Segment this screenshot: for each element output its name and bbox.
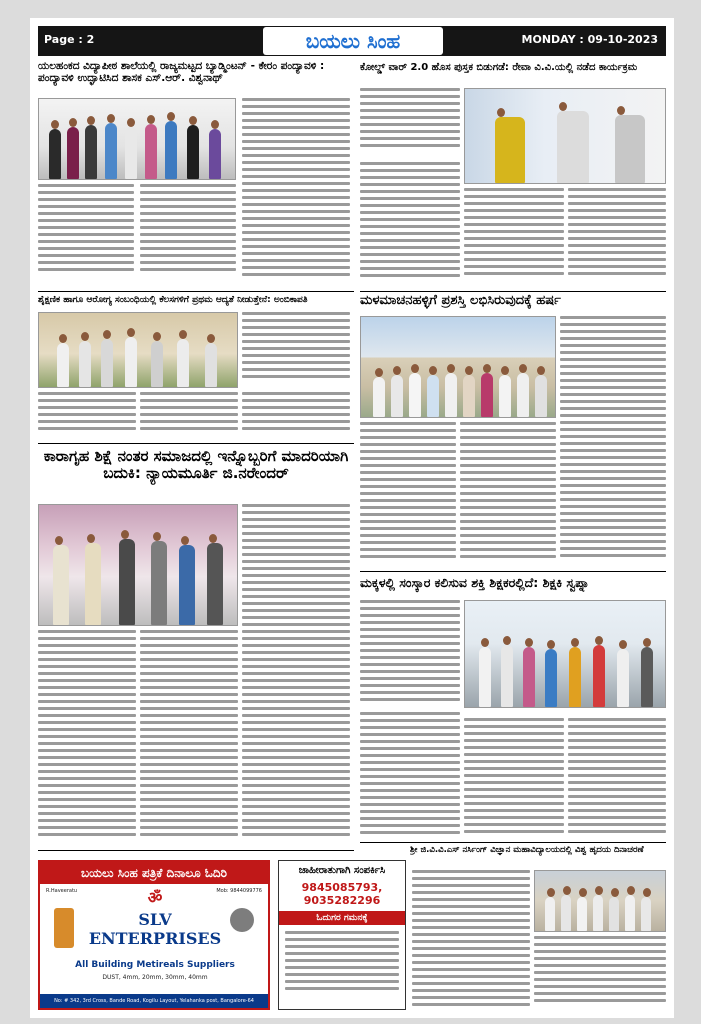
- divider: [360, 571, 666, 572]
- article-7-photo: [534, 870, 666, 932]
- ad-phone-2: 9035282296: [303, 894, 381, 907]
- newspaper-title: ಬಯಲು ಸಿಂಹ: [263, 27, 443, 55]
- article-2-body-text: [360, 162, 460, 288]
- article-3-body-text-2: [140, 392, 238, 440]
- ad-business-name: SLV ENTERPRISES: [88, 910, 222, 948]
- truck-icon: [54, 908, 74, 948]
- article-4-photo: [360, 316, 556, 418]
- article-2-headline: ಕೋಲ್ಡ್ ವಾರ್ 2.0 ಹೊಸ ಪುಸ್ತಕ ಬಿಡುಗಡೆ: ರೇವಾ ವಿ.ವಿ.ಯಲ್ಲಿ ನಡೆದ ಕಾರ್ಯಕ್ರಮ: [360, 62, 638, 73]
- ad-contact-header: ಜಾಹೀರಾತುಗಾಗಿ ಸಂಪರ್ಕಿಸಿ: [298, 865, 386, 876]
- readers-notice-text: [285, 931, 399, 1003]
- article-7-column-text-2: [534, 936, 666, 1010]
- article-3-body-text-1: [38, 392, 136, 440]
- divider: [38, 850, 354, 851]
- article-6-column-text-3: [568, 718, 666, 840]
- page-number: Page : 2: [44, 33, 95, 46]
- divider: [360, 291, 666, 292]
- divider: [38, 291, 354, 292]
- article-4-headline: ಮಳಮಾಚನಹಳ್ಳಿಗೆ ಪ್ರಶಸ್ತಿ ಲಭಿಸಿರುವುದಕ್ಕೆ ಹರ್ಷ: [360, 294, 561, 308]
- article-2-column-text-3: [568, 188, 666, 288]
- article-7-headline: ಶ್ರೀ ಜಿ.ವಿ.ವಿ.ಎಸ್ ನರ್ಸಿಂಗ್ ವಿಜ್ಞಾನ ಮಹಾವಿದ್ಯಾಲಯದಲ್ಲಿ ವಿಶ್ವ ಹೃದಯ ದಿನಾಚರಣೆ: [410, 846, 644, 855]
- slv-enterprises-ad: [38, 860, 270, 1010]
- article-6-column-text-2: [464, 718, 564, 840]
- article-4-column-text-1: [360, 422, 456, 568]
- ad-address: No: # 342, 3rd Cross, Bande Road, Kogilu Layout, Yelahanka post, Bangalore-64: [40, 994, 268, 1008]
- om-symbol-icon: ॐ: [147, 888, 163, 907]
- article-3-body-text-3: [242, 392, 350, 440]
- ad-tagline: All Building Metireals Suppliers: [75, 960, 235, 970]
- article-1-caption-text: [38, 184, 134, 288]
- article-5-column-text-3: [242, 504, 350, 844]
- ad-banner-header: ಬಯಲು ಸಿಂಹ ಪತ್ರಿಕೆ ದಿನಾಲೂ ಓದಿರಿ: [40, 862, 268, 884]
- masthead: [38, 26, 666, 56]
- article-1-photo: [38, 98, 236, 180]
- stone-icon: [230, 908, 254, 932]
- article-5-column-text-1: [38, 630, 136, 844]
- article-6-photo: [464, 600, 666, 708]
- article-5-photo: [38, 504, 238, 626]
- divider: [38, 443, 354, 444]
- readers-notice-header: ಓದುಗರ ಗಮನಕ್ಕೆ: [279, 911, 405, 925]
- article-1-body-text: [140, 184, 236, 288]
- article-2-photo: [464, 88, 666, 184]
- article-4-column-text-3: [560, 316, 666, 568]
- advertising-contact-box: [278, 860, 406, 1010]
- divider: [360, 842, 666, 843]
- article-6-column-text-1: [360, 712, 460, 840]
- ad-items: DUST, 4mm, 20mm, 30mm, 40mm: [102, 974, 208, 981]
- ad-contact-phone: Mob: 9844099776: [216, 888, 262, 894]
- article-2-column-text-2: [464, 188, 564, 288]
- ad-contact-name: R.Haveeratu: [46, 888, 78, 894]
- article-3-headline: ಶೈಕ್ಷಣಿಕ ಹಾಗೂ ಆರೋಗ್ಯ ಸಂಬಂಧಿಯಲ್ಲಿ ಕೆಲಸಗಳಿಗೆ ಪ್ರಥಮ ಆದ್ಯತೆ ನೀಡುತ್ತೇನೆ: ಅಂಬಿಕಾಪತಿ: [38, 295, 308, 305]
- ad-phone-numbers: [279, 881, 405, 907]
- article-1-column-text: [242, 98, 350, 288]
- article-3-photo: [38, 312, 238, 388]
- article-4-column-text-2: [460, 422, 556, 568]
- newspaper-page: [30, 18, 674, 1018]
- article-1-headline: ಯಲಹಂಕದ ವಿದ್ಯಾಪೀಠ ಶಾಲೆಯಲ್ಲಿ ರಾಜ್ಯಮಟ್ಟದ ಬ್ಯಾಡ್ಮಿಂಟನ್ - ಕೇರಂ ಪಂದ್ಯಾವಳಿ : ಪಂದ್ಯಾವಳಿ ಉದ್ಘಾಟಿಸಿದ ಶಾಸಕ ಎಸ್.ಆರ್. ವಿಶ್ವನಾಥ್: [38, 60, 325, 85]
- article-2-intro-text: [360, 88, 460, 158]
- article-7-column-text-1: [412, 870, 530, 1010]
- ad-phone-1: 9845085793,: [301, 881, 383, 894]
- article-5-column-text-2: [140, 630, 238, 844]
- article-6-headline: ಮಕ್ಕಳಲ್ಲಿ ಸಂಸ್ಕಾರ ಕಲಿಸುವ ಶಕ್ತಿ ಶಿಕ್ಷಕರಲ್ಲಿದೆ: ಶಿಕ್ಷಕಿ ಸ್ವಪ್ನಾ: [360, 576, 590, 590]
- article-5-headline: ಕಾರಾಗೃಹ ಶಿಕ್ಷೆ ನಂತರ ಸಮಾಜದಲ್ಲಿ ಇನ್ನೊಬ್ಬರಿಗೆ ಮಾದರಿಯಾಗಿ ಬದುಕಿ: ನ್ಯಾಯಮೂರ್ತಿ ಜಿ.ನರೇಂದರ್: [43, 448, 349, 483]
- article-6-intro-text: [360, 600, 460, 708]
- issue-date: MONDAY : 09-10-2023: [521, 33, 658, 46]
- article-3-column-text: [242, 312, 350, 388]
